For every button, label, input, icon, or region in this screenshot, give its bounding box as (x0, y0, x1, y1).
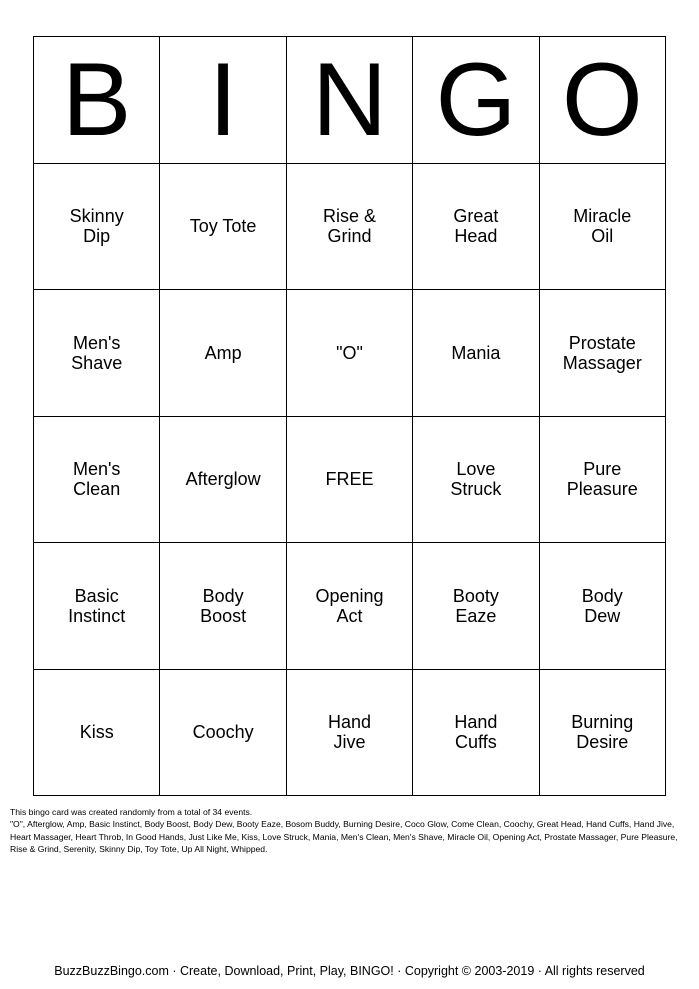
bingo-square: Love Struck (413, 417, 539, 544)
card-info-text: This bingo card was created randomly from a total of 34 events. (10, 807, 253, 817)
bingo-square: "O" (287, 290, 413, 417)
event-list-text: "O", Afterglow, Amp, Basic Instinct, Body Boost, Body Dew, Booty Eaze, Bosom Buddy, Burning Desire, Coco Glow, Come Clean, Coochy, Great Head, Hand Cuffs, Hand Jive, Heart Massager, Heart Throb, In Good Hands, Just Like Me, Kiss, Love Struck, Mania, Men's Clean, Men's Shave, Miracle Oil, Opening Act, Prostate Massager, Pure Pleasure, Rise & Grind, Serenity, Skinny Dip, Toy Tote, Up All Night, Whipped. (10, 819, 678, 854)
bingo-card (33, 36, 666, 796)
bingo-square: Body Boost (160, 543, 286, 670)
bingo-square: Skinny Dip (34, 164, 160, 291)
bingo-square: Burning Desire (540, 670, 666, 797)
bingo-square: Prostate Massager (540, 290, 666, 417)
header-letter-n: N (287, 37, 413, 164)
bingo-square: Opening Act (287, 543, 413, 670)
bingo-square: Great Head (413, 164, 539, 291)
header-letter-b: B (34, 37, 160, 164)
header-letter-g: G (413, 37, 539, 164)
free-square: FREE (287, 417, 413, 544)
bingo-square: Hand Jive (287, 670, 413, 797)
bingo-square: Toy Tote (160, 164, 286, 291)
bingo-square: Basic Instinct (34, 543, 160, 670)
bingo-square: Pure Pleasure (540, 417, 666, 544)
bingo-square: Men's Clean (34, 417, 160, 544)
footer-copyright: BuzzBuzzBingo.com · Create, Download, Print, Play, BINGO! · Copyright © 2003-2019 · All rights reserved (54, 964, 645, 978)
bingo-square: Body Dew (540, 543, 666, 670)
bingo-square: Coochy (160, 670, 286, 797)
header-letter-i: I (160, 37, 286, 164)
bingo-square: Kiss (34, 670, 160, 797)
bingo-square: Rise & Grind (287, 164, 413, 291)
bingo-square: Booty Eaze (413, 543, 539, 670)
header-letter-o: O (540, 37, 666, 164)
bingo-square: Miracle Oil (540, 164, 666, 291)
bingo-square: Amp (160, 290, 286, 417)
bingo-square: Men's Shave (34, 290, 160, 417)
bingo-square: Afterglow (160, 417, 286, 544)
bingo-square: Mania (413, 290, 539, 417)
bingo-square: Hand Cuffs (413, 670, 539, 797)
